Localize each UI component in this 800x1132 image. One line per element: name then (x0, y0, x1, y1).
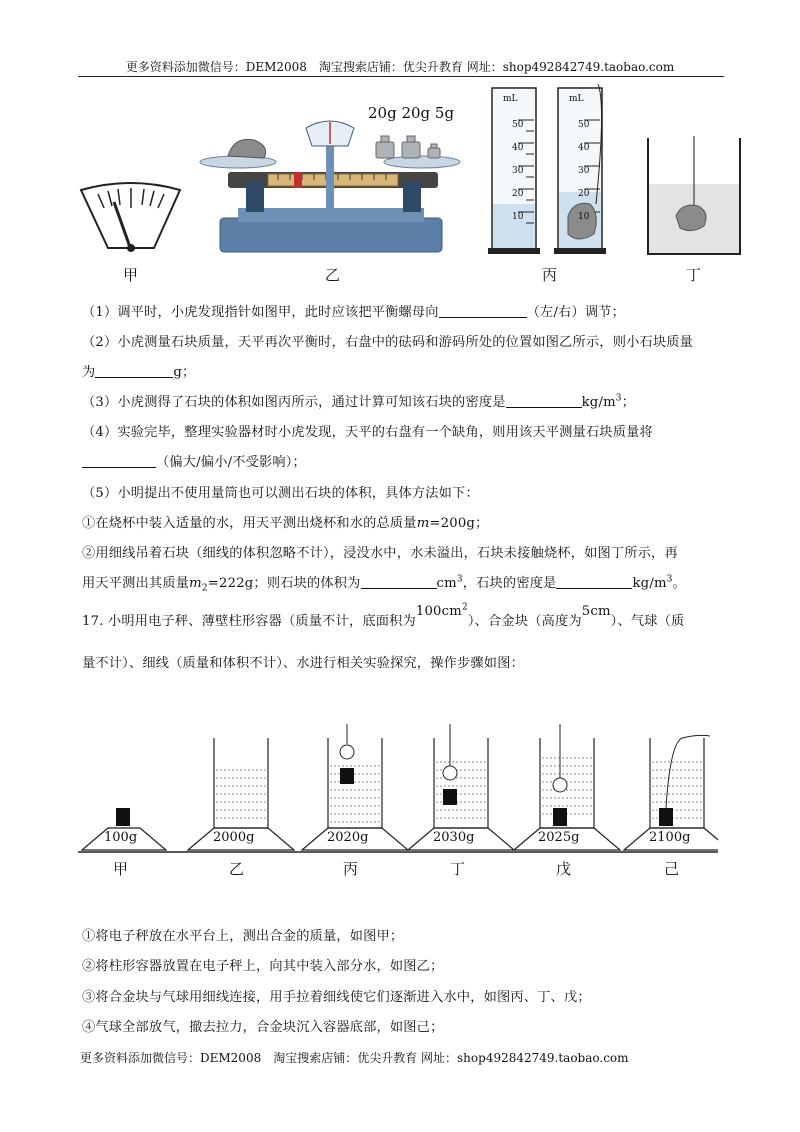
caption-ding-bottom: 丁 (450, 860, 466, 878)
page-header: 更多资料添加微信号：DEM2008 淘宝搜索店铺：优尖升教育 网址：shop492842749.taobao.com (125, 60, 675, 74)
tick-label: 40 (512, 143, 524, 153)
q17-line1: 17. 小明用电子秤、薄壁柱形容器（质量不计，底面积为$100cm^2$）、合金块（高度为5cm）、气球（质 (82, 602, 685, 629)
caption-bing-top: 丙 (542, 266, 558, 284)
cylinder-tick-labels-right (578, 114, 589, 229)
page-footer: 更多资料添加微信号：DEM2008 淘宝搜索店铺：优尖升教育 网址：shop492842749.taobao.com (80, 1051, 629, 1065)
header-rule (78, 76, 724, 77)
caption-jia-top: 甲 (123, 266, 139, 284)
figure-measuring-cylinders (488, 84, 610, 256)
q16-part5-step1: ①在烧杯中装入适量的水，用天平测出烧杯和水的总质量m=200g； (82, 516, 489, 531)
answer-blank[interactable] (361, 574, 437, 589)
caption-yi-top: 乙 (325, 266, 341, 284)
answer-blank[interactable] (556, 574, 632, 589)
answer-blank[interactable] (439, 303, 527, 318)
tick-label: 50 (512, 120, 524, 130)
q17-step3: ③将合金块与气球用细线连接，用手拉着细线使它们逐渐进入水中，如图丙、丁、戊； (82, 990, 591, 1005)
q16-part2: （2）小虎测量石块质量，天平再次平衡时，右盘中的砝码和游码所处的位置如图乙所示，则小石块质量 (82, 335, 694, 350)
scale-reading-bing: 2020g (327, 830, 369, 845)
q16-part5: （5）小明提出不使用量筒也可以测出石块的体积，具体方法如下： (82, 486, 479, 501)
caption-ding-top: 丁 (686, 266, 702, 284)
scale-reading-ji: 2100g (649, 830, 691, 845)
tick-label: 20 (512, 189, 524, 199)
tick-label: 20 (578, 189, 590, 199)
q16-part4-cont: （偏大/偏小/不受影响）； (82, 451, 306, 470)
weights-label: 20g 20g 5g (368, 104, 455, 122)
q16-part5-step2-cont: 用天平测出其质量$m_2=222g$；则石块的体积为 $cm^3$，石块的密度是 $kg/m^3$。 (82, 574, 686, 594)
tick-label: 40 (578, 143, 590, 153)
q17-line2: 量不计）、细线（质量和体积不计）、水进行相关实验探究，操作步骤如图： (82, 656, 524, 671)
scale-reading-yi: 2000g (213, 830, 255, 845)
tick-label: 30 (512, 166, 524, 176)
caption-jia-bottom: 甲 (113, 860, 129, 878)
figure-beaker-stone (644, 136, 744, 258)
scale-reading-wu: 2025g (538, 830, 580, 845)
figure-pointer-dial (76, 178, 186, 258)
q16-part1: （1）调平时，小虎发现指针如图甲，此时应该把平衡螺母向 （左/右）调节； (82, 305, 626, 320)
q16-part5-step2: ②用细线吊着石块（细线的体积忽略不计），浸没水中，水未溢出，石块未接触烧杯，如图丁所示，再 (82, 546, 678, 561)
figure-balance (198, 100, 468, 258)
tick-label: 30 (578, 166, 590, 176)
tick-label: 50 (578, 120, 590, 130)
caption-bing-bottom: 丙 (343, 860, 359, 878)
figure-electronic-scale-steps (78, 724, 718, 856)
q16-part2-cont: 为 g； (82, 365, 196, 380)
q16-part4: （4）实验完毕，整理实验器材时小虎发现，天平的右盘有一个缺角，则用该天平测量石块质量将 (82, 425, 653, 440)
cylinder-unit-right: mL (569, 94, 584, 104)
q17-step4: ④气球全部放气，撤去拉力，合金块沉入容器底部，如图己； (82, 1020, 444, 1035)
q17-step2: ②将柱形容器放置在电子秤上，向其中装入部分水，如图乙； (82, 959, 444, 974)
answer-blank[interactable] (95, 363, 173, 378)
caption-yi-bottom: 乙 (229, 860, 245, 878)
cylinder-unit-left: mL (503, 94, 518, 104)
q16-part3: （3）小虎测得了石块的体积如图丙所示，通过计算可知该石块的密度是 $kg/m^3$； (82, 393, 636, 410)
caption-ji-bottom: 己 (664, 860, 680, 878)
q17-step1: ①将电子秤放在水平台上，测出合金的质量，如图甲； (82, 929, 404, 944)
tick-label: 10 (578, 212, 590, 222)
tick-label: 10 (512, 212, 524, 222)
scale-reading-ding: 2030g (433, 830, 475, 845)
caption-wu-bottom: 戊 (556, 860, 572, 878)
scale-reading-jia: 100g (104, 830, 138, 845)
answer-blank[interactable] (82, 453, 156, 468)
answer-blank[interactable] (506, 393, 582, 408)
cylinder-tick-labels-left (512, 114, 523, 229)
